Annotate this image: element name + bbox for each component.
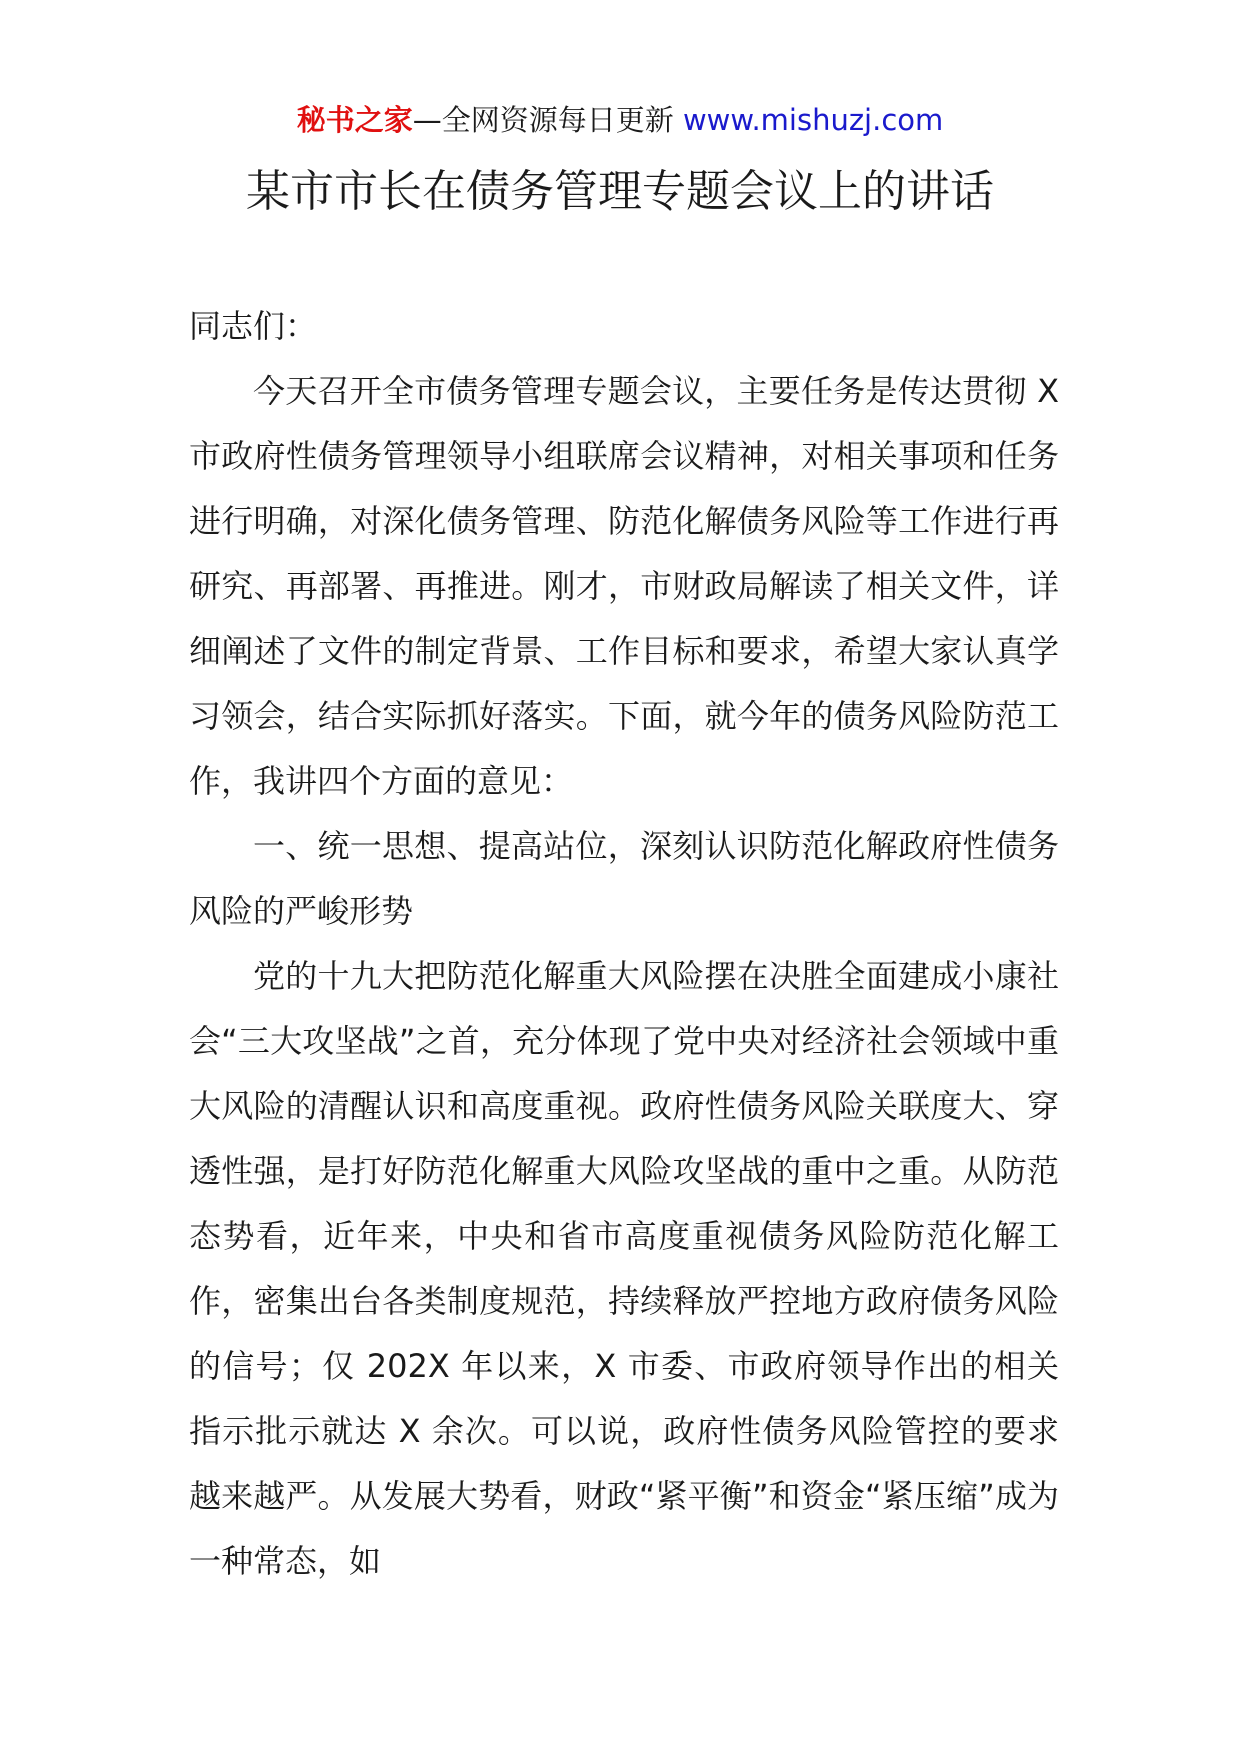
site-header [0, 100, 1240, 140]
document-title: 某市市长在债务管理专题会议上的讲话 [246, 166, 994, 217]
site-tagline: —全网资源每日更新 [412, 103, 683, 137]
paragraph-section-1: 党的十九大把防范化解重大风险摆在决胜全面建成小康社会“三大攻坚战”之首，充分体现了党中央对经济社会领域中重大风险的清醒认识和高度重视。政府性债务风险关联度大、穿透性强，是打好防范化解重大风险攻坚战的重中之重。从防范态势看，近年来，中央和省市高度重视债务风险防范化解工作，密集出台各类制度规范，持续释放严控地方政府债务风险的信号；仅 202X 年以来，X 市委、市政府领导作出的相关指示批示就达 X 余次。可以说，政府性债务风险管控的要求越来越严。从发展大势看，财政“紧平衡”和资金“紧压缩”成为一种常态，如 [189, 957, 1059, 1580]
section-heading-1: 一、统一思想、提高站位，深刻认识防范化解政府性债务风险的严峻形势 [189, 827, 1059, 930]
site-url-link[interactable]: www.mishuzj.com [682, 103, 944, 137]
document-body [189, 294, 1059, 1594]
paragraph-intro: 今天召开全市债务管理专题会议，主要任务是传达贯彻 X 市政府性债务管理领导小组联席会议精神，对相关事项和任务进行明确，对深化债务管理、防范化解债务风险等工作进行再研究、再部署、再推进。刚才，市财政局解读了相关文件，详细阐述了文件的制定背景、工作目标和要求，希望大家认真学习领会，结合实际抓好落实。下面，就今年的债务风险防范工作，我讲四个方面的意见： [189, 372, 1059, 800]
salutation: 同志们： [189, 307, 318, 345]
site-brand: 秘书之家 [296, 103, 413, 137]
